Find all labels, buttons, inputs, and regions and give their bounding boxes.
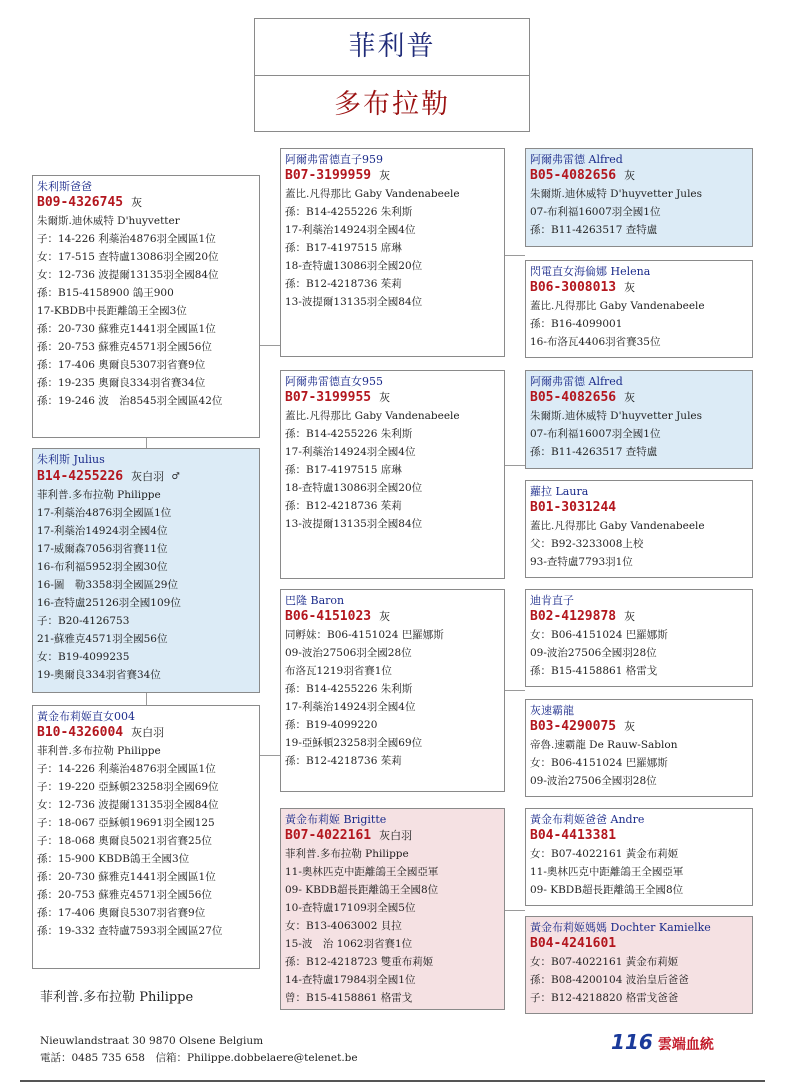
info-line: 子：14-226 利蘂治4876羽全國區1位 [37, 763, 216, 775]
contact-block [40, 1033, 358, 1067]
info-line: 蓋比.凡得那比 Gaby Vandenabeele [285, 188, 460, 200]
bird-name: 迪肯直子 [530, 594, 574, 607]
dss-box [525, 589, 753, 687]
feather-color: 灰白羽 [379, 829, 413, 842]
info-line: 孫：B19-4099220 [285, 719, 378, 731]
info-line: 10-查特盧17109羽全國5位 [285, 902, 416, 914]
info-line: 孫：20-753 蘇雅克4571羽全國56位 [37, 889, 212, 901]
info-line: 13-波提爾13135羽全國84位 [285, 296, 423, 308]
bird-name: 黃金布莉姬 Brigitte [285, 813, 387, 826]
info-line: 孫：B12-4218736 茱莉 [285, 278, 402, 290]
feather-color: 灰 [624, 169, 636, 182]
connector-line [260, 345, 280, 346]
ring-number: B07-3199959 [285, 168, 372, 183]
info-line: 孫：15-900 KBDB鴿王全國3位 [37, 853, 190, 865]
info-line: 孫：20-730 蘇雅克1441羽全國區1位 [37, 323, 216, 335]
connector-line [505, 690, 525, 691]
connector-line [146, 438, 147, 448]
info-line: 女：B07-4022161 黃金布莉姬 [530, 848, 679, 860]
ddd-box [525, 916, 753, 1014]
info-line: 菲利普.多布拉勒 Philippe [37, 489, 161, 501]
brand-logo [611, 1030, 714, 1054]
info-line: 14-查特盧17984羽全國1位 [285, 974, 416, 986]
bird-name: 蘿拉 Laura [530, 485, 589, 498]
info-line: 女：12-736 波提爾13135羽全國84位 [37, 269, 219, 281]
info-line: 孫：19-332 查特盧7593羽全國區27位 [37, 925, 223, 937]
info-line: 女：B06-4151024 巴羅娜斯 [530, 757, 668, 769]
ring-number: B14-4255226 [37, 469, 124, 484]
info-line: 孫：B16-4099001 [530, 318, 623, 330]
info-line: 19-奧爾良334羽省賽34位 [37, 669, 161, 681]
info-line: 子：18-068 奧爾良5021羽省賽25位 [37, 835, 212, 847]
info-line: 18-查特盧13086羽全國20位 [285, 260, 423, 272]
ring-number: B05-4082656 [530, 168, 617, 183]
info-line: 蓋比.凡得那比 Gaby Vandenabeele [530, 520, 705, 532]
info-line: 孫：B12-4218736 茱莉 [285, 755, 402, 767]
ring-number: B05-4082656 [530, 390, 617, 405]
info-line: 菲利普.多布拉勒 Philippe [37, 745, 161, 757]
ring-number: B03-4290075 [530, 719, 617, 734]
ring-number: B09-4326745 [37, 195, 124, 210]
ssd-box [525, 260, 753, 358]
sss-box [525, 148, 753, 247]
info-line: 女：17-515 查特盧13086羽全國20位 [37, 251, 219, 263]
feather-color: 灰 [624, 281, 636, 294]
subject-box [32, 448, 260, 693]
info-line: 17-利蘂治14924羽全國4位 [285, 701, 416, 713]
info-line: 朱爾斯.迪休威特 D'huyvetter [37, 215, 180, 227]
ring-number: B01-3031244 [530, 500, 617, 515]
sds-box [525, 370, 753, 469]
pedigree-title [254, 18, 530, 132]
info-line: 女：B07-4022161 黃金布莉姬 [530, 956, 679, 968]
connector-line [505, 255, 525, 256]
feather-color: 灰 [624, 391, 636, 404]
ring-number: B02-4129878 [530, 609, 617, 624]
info-line: 07-布利福16007羽全國1位 [530, 428, 661, 440]
info-line: 子：14-226 利蘂治4876羽全國區1位 [37, 233, 216, 245]
info-line: 布洛瓦1219羽省賽1位 [285, 665, 392, 677]
info-line: 09-波治27506羽全國28位 [285, 647, 412, 659]
info-line: 女：B19-4099235 [37, 651, 130, 663]
info-line: 孫：B15-4158900 鴿王900 [37, 287, 174, 299]
info-line: 09-波治27506全國羽28位 [530, 775, 657, 787]
info-line: 同孵妹：B06-4151024 巴羅娜斯 [285, 629, 444, 641]
dsd-box [525, 699, 753, 797]
bird-name: 灰速霸龍 [530, 704, 574, 717]
info-line: 孫：B11-4263517 查特盧 [530, 224, 658, 236]
info-line: 女：B13-4063002 貝拉 [285, 920, 402, 932]
info-line: 09-波治27506全國羽28位 [530, 647, 657, 659]
info-line: 18-查特盧13086羽全國20位 [285, 482, 423, 494]
bird-name: 黃金布莉姬媽媽 Dochter Kamielke [530, 921, 711, 934]
info-line: 孫：B17-4197515 席琳 [285, 464, 402, 476]
info-line: 孫：B15-4158861 格雷戈 [530, 665, 658, 677]
bird-name: 黃金布莉姬直女004 [37, 710, 135, 723]
info-line: 朱爾斯.迪休威特 D'huyvetter Jules [530, 410, 703, 422]
bird-name: 阿爾弗雷德直女955 [285, 375, 383, 388]
info-line: 17-利蘂治14924羽全國4位 [285, 446, 416, 458]
ring-number: B04-4241601 [530, 936, 617, 951]
info-line: 子：18-067 亞穌頓19691羽全國125 [37, 817, 215, 829]
info-line: 17-威爾森7056羽省賽11位 [37, 543, 168, 555]
bird-name: 阿爾弗雷德 Alfred [530, 153, 623, 166]
contact-text: 電話：0485 735 658 信箱：Philippe.dobbelaere@telenet.be [40, 1052, 358, 1064]
info-line: 19-亞穌頓23258羽全國69位 [285, 737, 423, 749]
bird-name: 朱利斯爸爸 [37, 180, 92, 193]
info-line: 孫：20-730 蘇雅克1441羽全國區1位 [37, 871, 216, 883]
logo-text: 雲端血統 [657, 1037, 714, 1053]
info-line: 孫：B11-4263517 查特盧 [530, 446, 658, 458]
info-line: 曾：B15-4158861 格雷戈 [285, 992, 413, 1004]
info-line: 孫：19-235 奧爾良334羽省賽34位 [37, 377, 206, 389]
info-line: 13-波提爾13135羽全國84位 [285, 518, 423, 530]
dam-dam-box [280, 808, 505, 1010]
info-line: 孫：B17-4197515 席琳 [285, 242, 402, 254]
ring-number: B06-3008013 [530, 280, 617, 295]
feather-color: 灰 [624, 720, 636, 733]
info-line: 菲利普.多布拉勒 Philippe [285, 848, 409, 860]
info-line: 孫：B12-4218723 雙重布莉姬 [285, 956, 434, 968]
bird-name: 閃電直女海倫娜 Helena [530, 265, 651, 278]
info-line: 子：B20-4126753 [37, 615, 130, 627]
info-line: 子：19-220 亞穌頓23258羽全國69位 [37, 781, 219, 793]
ring-number: B04-4413381 [530, 828, 617, 843]
info-line: 孫：B14-4255226 朱利斯 [285, 206, 413, 218]
info-line: 蓋比.凡得那比 Gaby Vandenabeele [285, 410, 460, 422]
dam-box [32, 705, 260, 969]
dds-box [525, 808, 753, 906]
info-line: 孫：B08-4200104 波治皇后爸爸 [530, 974, 689, 986]
info-line: 孫：17-406 奧爾良5307羽省賽9位 [37, 359, 206, 371]
info-line: 09- KBDB超長距離鴿王全國8位 [530, 884, 684, 896]
info-line: 子：B12-4218820 格雷戈爸爸 [530, 992, 679, 1004]
bird-name: 朱利斯 Julius [37, 453, 105, 466]
logo-number: 116 [611, 1030, 653, 1054]
connector-line [146, 693, 147, 705]
info-line: 16-布洛瓦4406羽省賽35位 [530, 336, 661, 348]
info-line: 11-奧林匹克中距離鴿王全國亞軍 [285, 866, 439, 878]
info-line: 孫：B14-4255226 朱利斯 [285, 428, 413, 440]
ring-number: B10-4326004 [37, 725, 124, 740]
feather-color: 灰 [379, 610, 391, 623]
ring-number: B07-3199955 [285, 390, 372, 405]
sdd-box [525, 480, 753, 578]
info-line: 女：B06-4151024 巴羅娜斯 [530, 629, 668, 641]
feather-color: 灰 [379, 391, 391, 404]
info-line: 21-蘇雅克4571羽全國56位 [37, 633, 168, 645]
bird-name: 阿爾弗雷德直子959 [285, 153, 383, 166]
owner-name-line1: 菲利普 [255, 19, 529, 76]
info-line: 孫：17-406 奧爾良5307羽省賽9位 [37, 907, 206, 919]
bird-name: 黃金布莉姬爸爸 Andre [530, 813, 645, 826]
ring-number: B07-4022161 [285, 828, 372, 843]
info-line: 17-利蘂治4876羽全國區1位 [37, 507, 172, 519]
info-line: 孫：B14-4255226 朱利斯 [285, 683, 413, 695]
male-sex-icon: ♂ [172, 469, 180, 483]
feather-color: 灰 [379, 169, 391, 182]
feather-color: 灰白羽 [131, 470, 165, 483]
dam-sire-box [280, 589, 505, 792]
info-line: 17-利蘂治14924羽全國4位 [285, 224, 416, 236]
info-line: 孫：B12-4218736 茱莉 [285, 500, 402, 512]
owner-signature: 菲利普.多布拉勒 Philippe [40, 990, 194, 1005]
bird-name: 巴隆 Baron [285, 594, 345, 607]
connector-line [505, 910, 525, 911]
info-line: 93-查特盧7793羽1位 [530, 556, 633, 568]
sire-sire-box [280, 148, 505, 357]
info-line: 16-圖 勒3358羽全國區29位 [37, 579, 178, 591]
info-line: 16-布利福5952羽全國30位 [37, 561, 168, 573]
connector-line [505, 465, 525, 466]
info-line: 父：B92-3233008上校 [530, 538, 644, 550]
info-line: 帝魯.速霸龍 De Rauw-Sablon [530, 739, 678, 751]
bird-name: 阿爾弗雷德 Alfred [530, 375, 623, 388]
sire-box [32, 175, 260, 438]
info-line: 女：12-736 波提爾13135羽全國84位 [37, 799, 219, 811]
info-line: 15-波 治 1062羽省賽1位 [285, 938, 413, 950]
feather-color: 灰白羽 [131, 726, 165, 739]
connector-line [260, 755, 280, 756]
info-line: 07-布利福16007羽全國1位 [530, 206, 661, 218]
owner-name-line2: 多布拉勒 [334, 89, 450, 120]
info-line: 16-查特盧25126羽全國109位 [37, 597, 181, 609]
info-line: 17-KBDB中長距離鴿王全國3位 [37, 305, 187, 317]
info-line: 17-利蘂治14924羽全國4位 [37, 525, 168, 537]
info-line: 孫：20-753 蘇雅克4571羽全國56位 [37, 341, 212, 353]
info-line: 09- KBDB超長距離鴿王全國8位 [285, 884, 439, 896]
info-line: 蓋比.凡得那比 Gaby Vandenabeele [530, 300, 705, 312]
bottom-divider [20, 1080, 765, 1082]
info-line: 朱爾斯.迪休威特 D'huyvetter Jules [530, 188, 703, 200]
address-text: Nieuwlandstraat 30 9870 Olsene Belgium [40, 1035, 264, 1047]
feather-color: 灰 [131, 196, 143, 209]
info-line: 孫：19-246 波 治8545羽全國區42位 [37, 395, 223, 407]
info-line: 11-奧林匹克中距離鴿王全國亞軍 [530, 866, 684, 878]
feather-color: 灰 [624, 610, 636, 623]
sire-dam-box [280, 370, 505, 579]
ring-number: B06-4151023 [285, 609, 372, 624]
